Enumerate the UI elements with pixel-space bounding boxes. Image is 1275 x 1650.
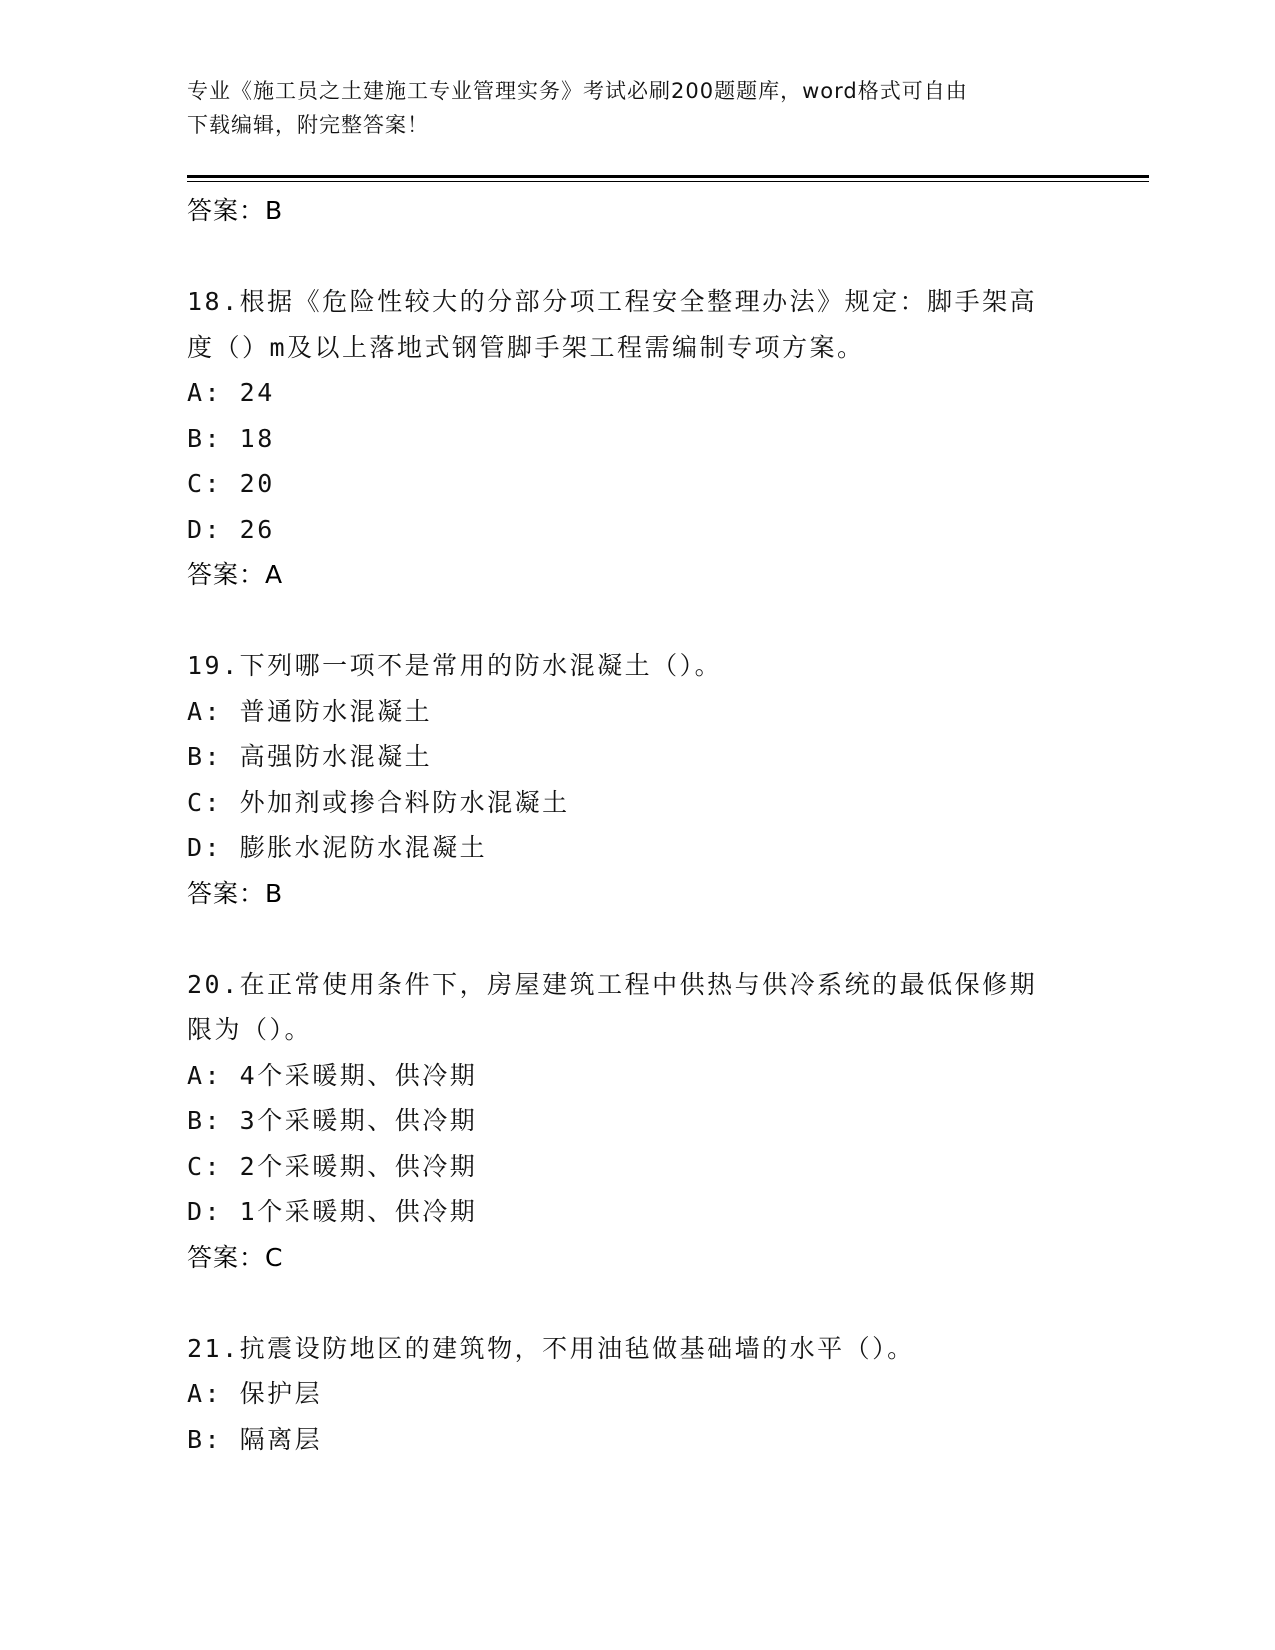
option-b: B: 18 [187,423,275,453]
option-c: C: 2个采暖期、供冷期 [187,1151,478,1181]
document-header [187,74,1067,142]
question-20 [187,962,1087,1281]
option-d: D: 1个采暖期、供冷期 [187,1197,478,1226]
option-b: B: 高强防水混凝土 [187,742,433,771]
option-c: C: 外加剂或掺合料防水混凝土 [187,787,570,817]
header-line-1: 专业《施工员之土建施工专业管理实务》考试必刷200题题库，word格式可自由 [187,79,968,103]
question-19 [187,643,1087,916]
question-stem: 20.在正常使用条件下，房屋建筑工程中供热与供冷系统的最低保修期 [187,969,1038,999]
question-stem: 度（）m及以上落地式钢管脚手架工程需编制专项方案。 [187,332,865,362]
option-c: C: 20 [187,469,275,498]
answer-line: 答案：A [187,560,284,589]
question-stem: 21.抗震设防地区的建筑物，不用油毡做基础墙的水平（）。 [187,1333,915,1363]
option-a: A: 普通防水混凝土 [187,696,433,726]
option-d: D: 膨胀水泥防水混凝土 [187,833,488,862]
option-a: A: 4个采暖期、供冷期 [187,1060,478,1090]
answer-line: 答案：B [187,196,284,225]
question-stem: 19.下列哪一项不是常用的防水混凝土（）。 [187,651,723,680]
header-divider-thick [187,175,1149,178]
question-21 [187,1326,1087,1463]
option-a: A: 24 [187,378,275,407]
option-b: B: 3个采暖期、供冷期 [187,1106,478,1135]
question-stem: 18.根据《危险性较大的分部分项工程安全整理办法》规定：脚手架高 [187,287,1038,316]
header-divider-thin [187,181,1149,182]
previous-answer-block [187,188,1087,234]
questions-content [187,188,1087,1508]
question-stem: 限为（）。 [187,1015,313,1044]
option-b: B: 隔离层 [187,1424,323,1454]
option-a: A: 保护层 [187,1379,323,1408]
header-line-2: 下载编辑，附完整答案！ [187,113,429,137]
option-d: D: 26 [187,514,275,544]
question-18 [187,279,1087,598]
answer-line: 答案：B [187,878,284,908]
answer-line: 答案：C [187,1242,284,1272]
